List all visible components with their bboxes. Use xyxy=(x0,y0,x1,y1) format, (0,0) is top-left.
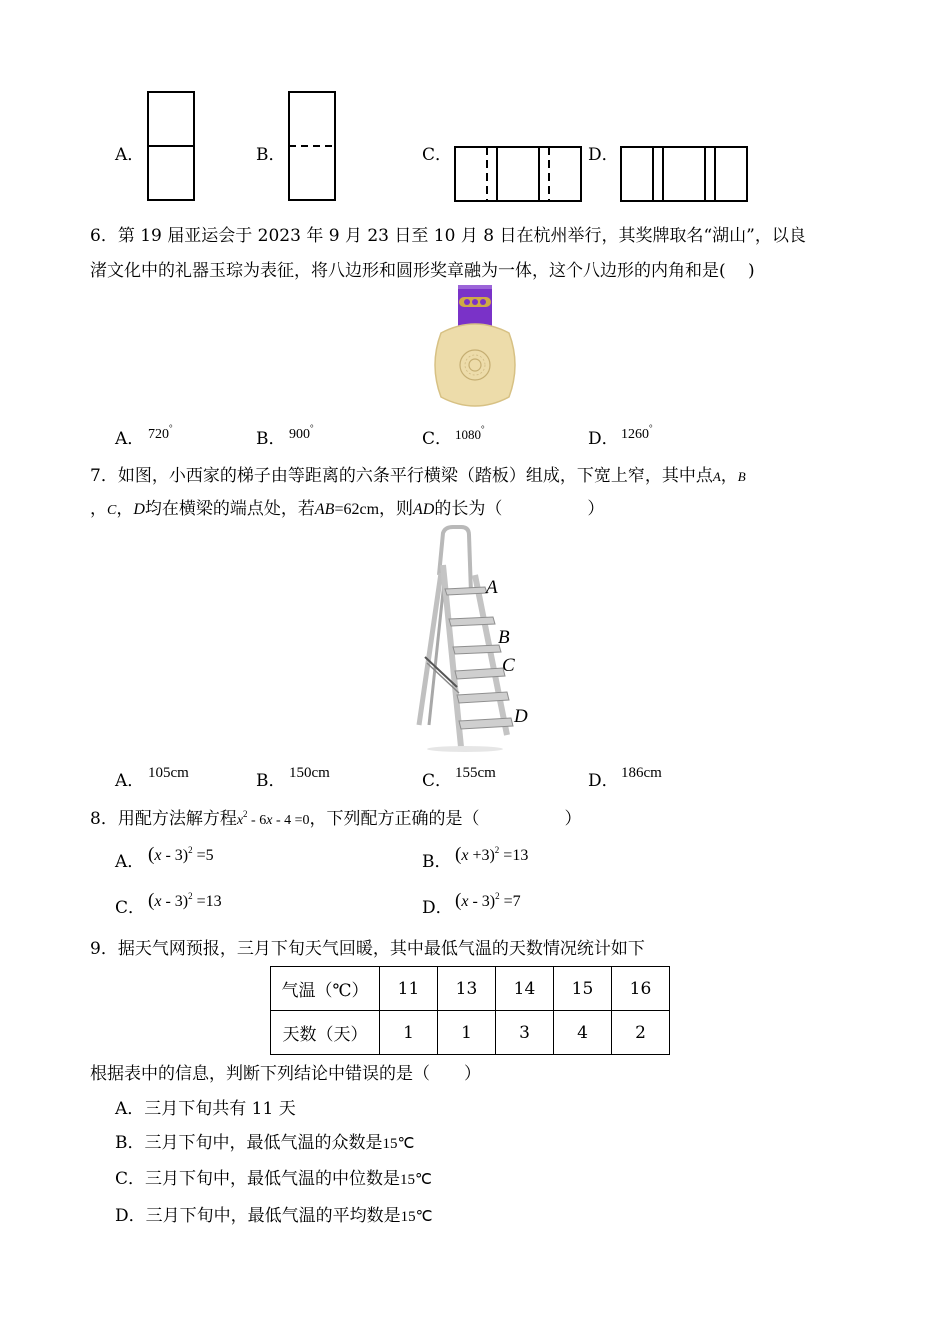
q8-b-square: 2 xyxy=(494,845,500,855)
q7-option-b-letter[interactable]: B． xyxy=(256,771,286,791)
table-cell: 4 xyxy=(554,1011,612,1055)
q9-option-b-text: 三月下旬中，最低气温的众数是 xyxy=(144,1133,383,1153)
q5-option-b-letter[interactable]: B． xyxy=(256,145,286,165)
q7-point-a: A xyxy=(712,469,721,484)
table-row-head-days: 天数（天） xyxy=(271,1011,380,1055)
q7-comma-2: ， xyxy=(90,499,107,519)
q8-d-lparen: ( xyxy=(455,890,462,911)
q8-d-right: =7 xyxy=(499,893,521,910)
q9-option-b-letter: B． xyxy=(115,1133,145,1153)
table-row xyxy=(271,967,670,1011)
q9-option-b-tail: 15℃ xyxy=(382,1136,415,1152)
q6-stem-line-2: 渚文化中的礼器玉琮为表征，将八边形和圆形奖章融为一体，这个八边形的内角和是( ) xyxy=(90,261,755,281)
q9-option-a-text: 三月下旬共有 11 天 xyxy=(144,1099,296,1119)
q7-option-c-value: 155cm xyxy=(455,765,496,781)
q7-option-a-value: 105cm xyxy=(148,765,189,781)
q6-option-b-number: 900 xyxy=(289,427,310,442)
q9-option-a-letter: A． xyxy=(115,1099,145,1119)
q8-option-b-expr xyxy=(455,844,528,866)
q7-option-d-value: 186cm xyxy=(621,765,662,781)
q7-option-c-letter[interactable]: C． xyxy=(422,771,453,791)
q8-c-lparen: ( xyxy=(148,890,155,911)
q8-c-right: =13 xyxy=(192,893,222,910)
q6-option-a-letter[interactable]: A． xyxy=(115,429,145,449)
q7-comma-3: ， xyxy=(116,499,134,519)
q5-figure-b xyxy=(287,90,339,202)
q7-segment-ab: AB xyxy=(314,501,335,518)
q8-eq-x: x xyxy=(236,813,244,828)
q8-b-x: x xyxy=(461,847,469,864)
q8-a-square: 2 xyxy=(188,845,193,855)
q8-a-x: x xyxy=(154,847,162,864)
medal-image xyxy=(425,285,525,415)
q9-option-c-letter: C． xyxy=(115,1169,146,1189)
q7-ab-value: =62cm xyxy=(334,501,380,518)
q6-stem-line-1: 6．第 19 届亚运会于 2023 年 9 月 23 日至 10 月 8 日在杭州举行，其奖牌取名“湖山”，以良 xyxy=(90,226,806,246)
q8-option-b-letter[interactable]: B． xyxy=(422,852,452,872)
q8-c-x: x xyxy=(154,893,162,910)
q8-option-d-expr xyxy=(455,890,521,912)
q6-option-a-degree: ° xyxy=(169,423,173,433)
q5-figure-c xyxy=(453,145,585,203)
q9-option-d[interactable] xyxy=(115,1201,433,1226)
q9-option-b[interactable] xyxy=(115,1128,414,1153)
q7-option-a-letter[interactable]: A． xyxy=(115,771,145,791)
q7-stem-text-1: 7．如图，小西家的梯子由等距离的六条平行横梁（踏板）组成，下宽上窄，其中点 xyxy=(90,466,713,486)
ladder-label-d: D xyxy=(514,706,528,727)
q8-equation xyxy=(236,809,310,828)
table-cell: 3 xyxy=(496,1011,554,1055)
ladder-label-c: C xyxy=(502,655,515,676)
q8-eq-mid: - 6 xyxy=(247,813,267,828)
q6-option-b-degree: ° xyxy=(310,423,314,433)
q6-option-d-number: 1260 xyxy=(621,427,649,442)
q9-option-d-tail: 15℃ xyxy=(400,1209,433,1225)
ladder-figure xyxy=(405,525,550,755)
q6-option-d-letter[interactable]: D． xyxy=(588,429,619,449)
q8-option-d-letter[interactable]: D． xyxy=(422,898,453,918)
q8-d-square: 2 xyxy=(495,891,500,901)
q9-option-c-text: 三月下旬中，最低气温的中位数是 xyxy=(145,1169,401,1189)
q8-b-right: =13 xyxy=(499,847,529,864)
q8-stem-text-2: ，下列配方正确的是（ ） xyxy=(309,809,582,829)
q8-d-x: x xyxy=(461,893,469,910)
table-cell: 1 xyxy=(438,1011,496,1055)
q6-option-c-number: 1080 xyxy=(455,427,481,442)
q7-point-b: B xyxy=(737,469,746,484)
table-row xyxy=(271,1011,670,1055)
ladder-label-a: A xyxy=(486,577,498,598)
q6-option-b-letter[interactable]: B． xyxy=(256,429,286,449)
q7-stem-line-1 xyxy=(90,461,746,486)
q6-option-d-value xyxy=(621,423,653,443)
ladder-label-b: B xyxy=(498,627,510,648)
q6-option-d-degree: ° xyxy=(649,423,653,433)
q7-comma-1: ， xyxy=(720,466,738,486)
table-cell: 1 xyxy=(380,1011,438,1055)
q5-option-a-letter[interactable]: A． xyxy=(115,145,145,165)
temperature-table xyxy=(270,966,670,1055)
table-row-head-temperature: 气温（℃） xyxy=(271,967,380,1011)
q5-option-d-letter[interactable]: D． xyxy=(588,145,619,165)
table-cell: 11 xyxy=(380,967,438,1011)
q8-a-right: =5 xyxy=(192,847,214,864)
q8-option-c-expr xyxy=(148,890,222,912)
table-cell: 14 xyxy=(496,967,554,1011)
q8-stem-text-1: 8．用配方法解方程 xyxy=(90,809,237,829)
q7-stem-text-3: ，则 xyxy=(379,499,414,519)
table-cell: 13 xyxy=(438,967,496,1011)
q8-d-inner: - 3) xyxy=(468,893,496,910)
q7-stem-text-2: 均在横梁的端点处，若 xyxy=(144,499,315,519)
q8-b-lparen: ( xyxy=(455,844,462,865)
q9-option-d-letter: D． xyxy=(115,1206,146,1226)
q6-option-c-degree: ° xyxy=(481,424,485,434)
q5-figure-a xyxy=(146,90,198,202)
q7-stem-text-4: 的长为（ ） xyxy=(434,499,605,519)
table-cell: 16 xyxy=(612,967,670,1011)
q5-option-c-letter[interactable]: C． xyxy=(422,145,453,165)
q9-option-c-tail: 15℃ xyxy=(400,1172,432,1188)
table-cell: 15 xyxy=(554,967,612,1011)
q8-c-inner: - 3) xyxy=(161,893,189,910)
q7-point-c: C xyxy=(107,503,117,518)
q8-option-c-letter[interactable]: C． xyxy=(115,898,146,918)
q6-option-b-value xyxy=(289,423,314,443)
q9-option-c[interactable] xyxy=(115,1164,432,1189)
q6-option-a-value xyxy=(148,423,173,443)
q7-option-b-value: 150cm xyxy=(289,765,330,781)
q8-eq-square: 2 xyxy=(243,809,248,819)
q9-question: 根据表中的信息，判断下列结论中错误的是（ ） xyxy=(90,1064,481,1084)
q8-stem xyxy=(90,804,582,829)
q6-option-c-letter[interactable]: C． xyxy=(422,429,453,449)
q7-stem-line-2 xyxy=(90,494,604,519)
q7-segment-ad: AD xyxy=(413,501,435,518)
q8-c-square: 2 xyxy=(188,891,193,901)
q8-eq-end: - 4 =0 xyxy=(272,813,310,828)
q7-point-d: D xyxy=(133,501,145,518)
q8-a-inner: - 3) xyxy=(161,847,189,864)
table-cell: 2 xyxy=(612,1011,670,1055)
q8-a-lparen: ( xyxy=(148,844,155,865)
q9-option-d-text: 三月下旬中，最低气温的平均数是 xyxy=(145,1206,401,1226)
q8-eq-x2: x xyxy=(266,813,273,828)
q6-option-a-number: 720 xyxy=(148,427,169,442)
q8-option-a-expr xyxy=(148,844,214,866)
q8-option-a-letter[interactable]: A． xyxy=(115,852,145,872)
q9-stem: 9．据天气网预报，三月下旬天气回暖，其中最低气温的天数情况统计如下 xyxy=(90,939,645,959)
q9-option-a[interactable] xyxy=(115,1094,296,1119)
q6-option-c-value xyxy=(455,424,485,443)
q7-option-d-letter[interactable]: D． xyxy=(588,771,619,791)
q8-b-inner: +3) xyxy=(468,847,495,864)
q5-figure-d xyxy=(619,145,751,203)
